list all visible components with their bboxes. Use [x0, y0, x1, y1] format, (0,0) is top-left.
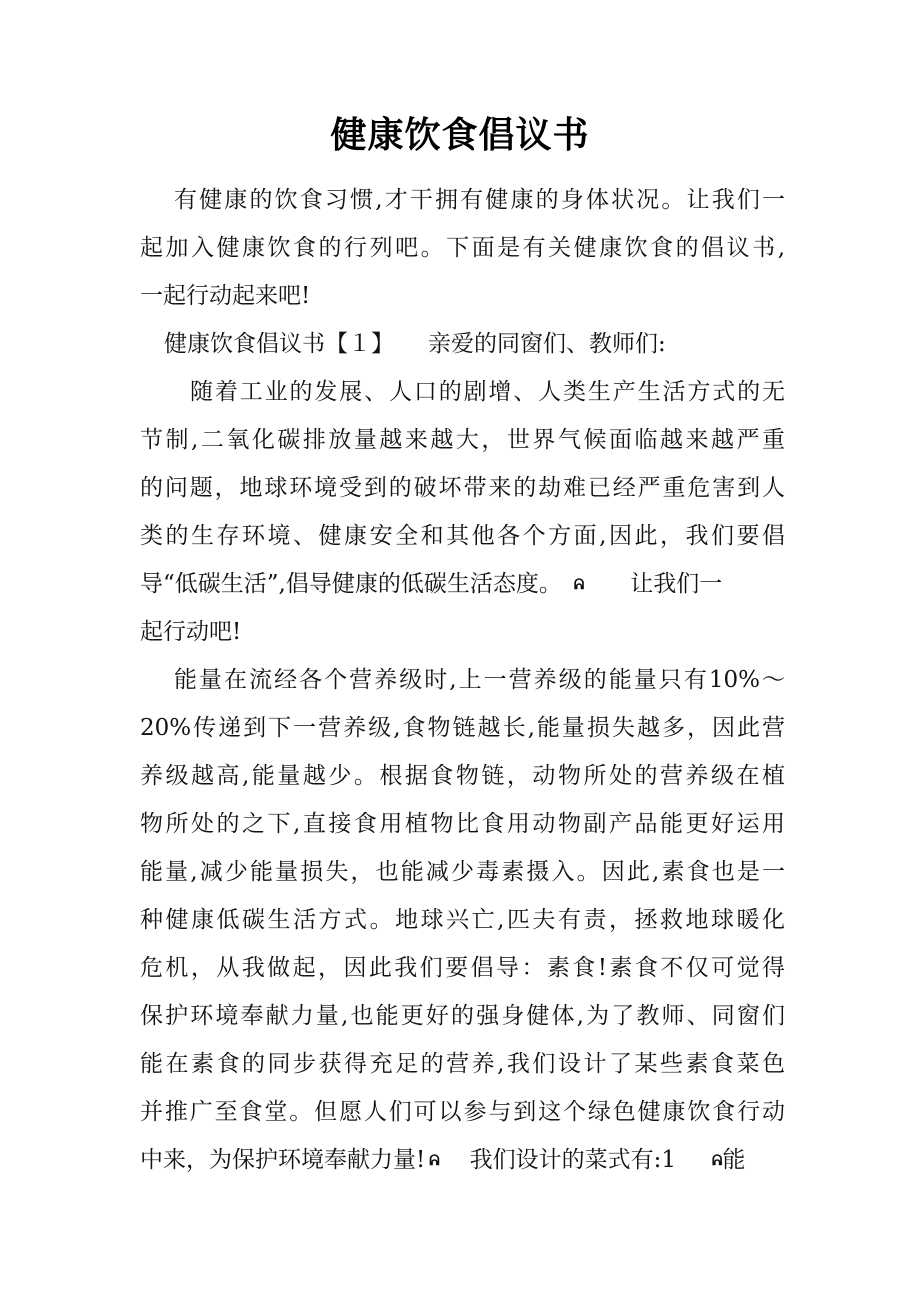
energy-line-8: 保护环境奉献力量,也能更好的强身健体,为了教师、同窗们 — [140, 1003, 785, 1029]
energy-line-11-text: 中来，为保护环境奉献力量! — [140, 1147, 426, 1173]
intro-line-1: 有健康的饮食习惯,才干拥有健康的身体状况。让我们一 — [174, 187, 785, 213]
salutation: 亲爱的同窗们、教师们: — [428, 331, 666, 357]
energy-line-5: 能量,减少能量损失，也能减少毒素摄入。因此,素食也是一 — [140, 859, 785, 885]
energy-line-3: 养级越高,能量越少。根据食物链，动物所处的营养级在植 — [140, 763, 785, 789]
energy-line-1: 能量在流经各个营养级时,上一营养级的能量只有10%～ — [174, 667, 785, 693]
body-line-2: 节制,二氧化碳排放量越来越大，世界气候面临越来越严重 — [140, 427, 785, 453]
section-heading: 健康饮食倡议书【１】 — [164, 331, 394, 357]
body-line-5 — [140, 569, 785, 600]
energy-line-9: 能在素食的同步获得充足的营养,我们设计了某些素食菜色 — [140, 1051, 785, 1077]
energy-line-6: 种健康低碳生活方式。地球兴亡,匹夫有责，拯救地球暖化 — [140, 907, 785, 933]
body-line-4: 类的生存环境、健康安全和其他各个方面,因此，我们要倡 — [140, 523, 785, 549]
energy-line-4: 物所处的之下,直接食用植物比食用动物副产品能更好运用 — [140, 811, 785, 837]
body-line-5-text: 导“低碳生活”,倡导健康的低碳生活态度。 — [140, 571, 562, 597]
body-line-3: 的问题，地球环境受到的破坏带来的劫难已经严重危害到人 — [140, 475, 785, 501]
paragraph-mark-icon: ᕱ — [712, 1153, 723, 1169]
intro-line-3: 一起行动起来吧! — [140, 283, 311, 309]
menu-intro: 我们设计的菜式有:1 — [469, 1147, 677, 1173]
energy-line-10: 并推广至食堂。但愿人们可以参与到这个绿色健康饮食行动 — [140, 1099, 785, 1125]
energy-line-7: 危机，从我做起，因此我们要倡导：素食!素食不仅可觉得 — [140, 955, 785, 981]
intro-line-2: 起加入健康饮食的行列吧。下面是有关健康饮食的倡议书, — [140, 235, 785, 261]
body-line-1: 随着工业的发展、人口的剧增、人类生产生活方式的无 — [190, 379, 785, 405]
paragraph-mark-icon: ᕱ — [573, 577, 585, 593]
body-line-6: 起行动吧! — [140, 619, 242, 645]
section-heading-line — [140, 329, 785, 359]
document-title: 健康饮食倡议书 — [330, 115, 590, 156]
energy-line-2: 20%传递到下一营养级,食物链越长,能量损失越多，因此营 — [140, 715, 785, 741]
energy-line-11 — [140, 1145, 785, 1176]
paragraph-mark-icon: ᕱ — [429, 1153, 440, 1169]
body-line-5-tail: 让我们一 — [630, 571, 723, 597]
energy-line-11-tail: 能 — [722, 1147, 746, 1173]
